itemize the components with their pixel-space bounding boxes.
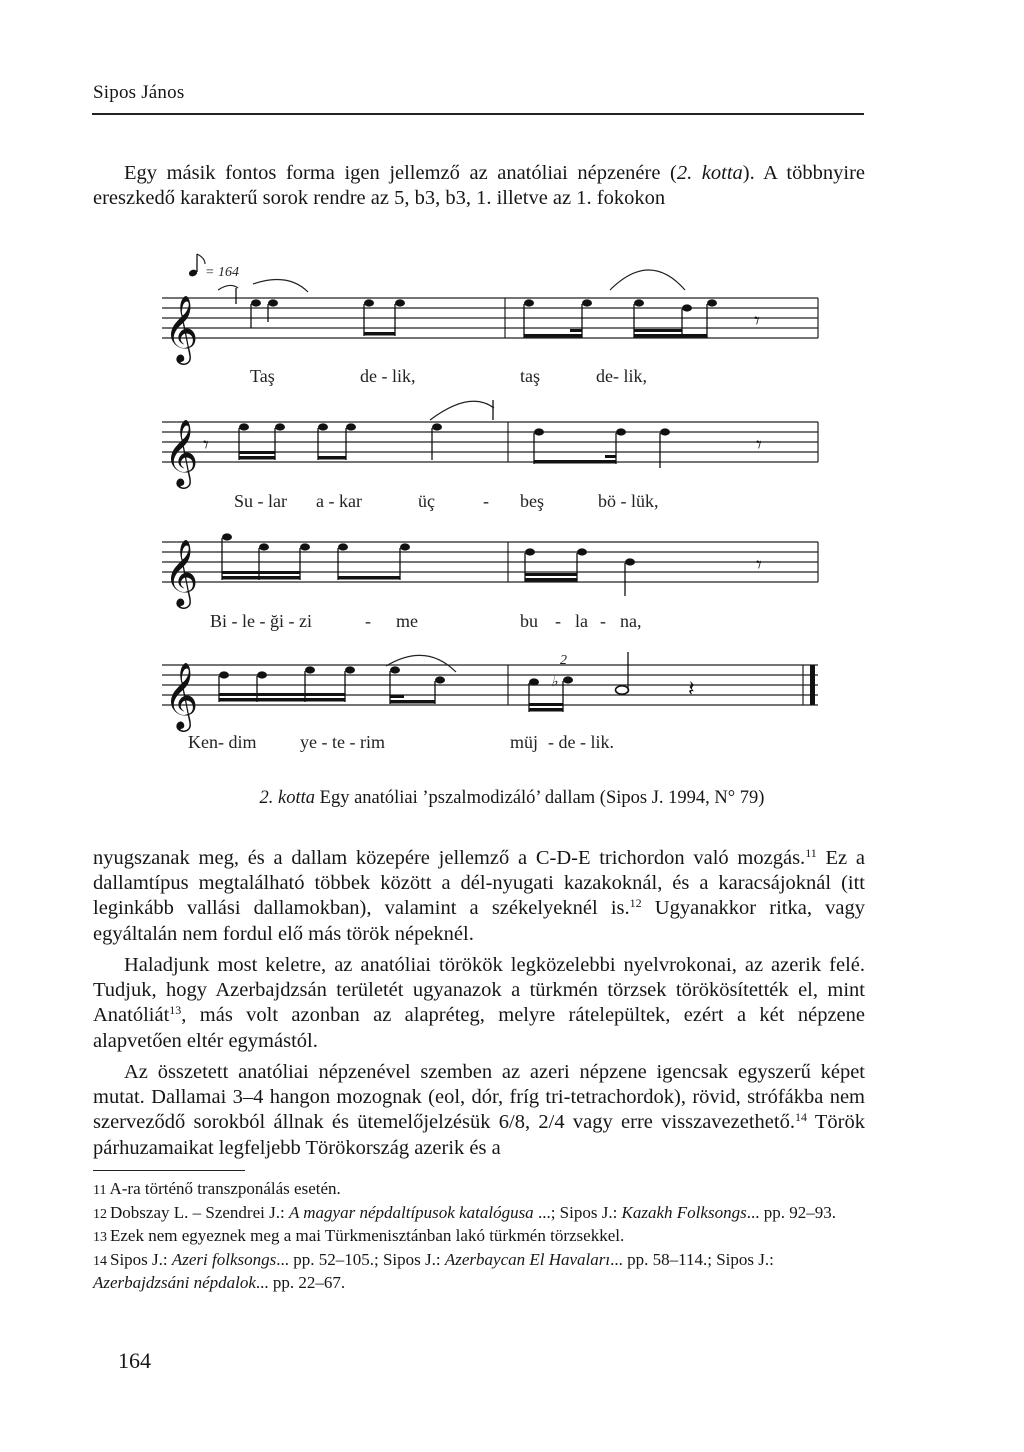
lyric-1-2: de - lik, xyxy=(360,366,416,386)
staff-system-4 xyxy=(162,652,818,752)
paragraph-text: Ez a dallamtípus megtalálható többek között a dél-nyugati kazakoknál, és a karacsájoknál (itt leginkább vallási dallamokban), valamint a székelyeknél is. xyxy=(93,847,865,920)
footnote-title: Kazakh Folksongs xyxy=(621,1202,747,1222)
footnote-13 xyxy=(93,1225,865,1249)
paragraph-text: nyugszanak meg, és a dallam közepére jellemző a C-D-E trichordon való mozgás. xyxy=(93,847,806,869)
intro-text-before: Egy másik fontos forma igen jellemző az anatóliai népzenére ( xyxy=(124,162,677,184)
lyric-2-4: - xyxy=(483,491,489,511)
intro-text-after: ). A többnyire ereszkedő karakterű sorok rendre az 5, b3, b3, 1. illetve az 1. fokokon xyxy=(93,162,865,210)
footnote-text: A-ra történő transzponálás esetén. xyxy=(109,1179,341,1198)
figure-caption xyxy=(0,788,1024,809)
footnotes xyxy=(93,1178,865,1294)
treble-clef-icon: 𝄞 xyxy=(164,418,199,486)
footnote-number: 11 xyxy=(93,1183,107,1198)
footnote-text: ... pp. 22–67. xyxy=(255,1273,346,1292)
lyric-3-8: na, xyxy=(620,611,642,631)
tempo-marking xyxy=(188,254,239,280)
caption-label: 2. kotta xyxy=(259,788,316,808)
tempo-text: = 164 xyxy=(205,265,239,280)
caption-text: Egy anatóliai ’pszalmodizáló’ dallam (Sipos J. 1994, N° 79) xyxy=(315,788,765,808)
footnote-text: ... pp. 52–105.; Sipos J.: xyxy=(276,1249,445,1269)
eighth-rest-icon: 𝄾 xyxy=(756,433,762,458)
paragraph-text: Az összetett anatóliai népzenével szemben az azeri népzene igencsak egyszerű képet mutat. Dallamai 3–4 hangon mozognak (eol, dór, fríg tri-tetrachordok), rövid, strófákba nem szerveződő sorokból állnak és ütemelőjelzésük 6/8, 2/4 vagy erre visszavezethető. xyxy=(93,1061,865,1134)
lyric-1-4: de- lik, xyxy=(596,366,647,386)
lyric-3-5: - xyxy=(555,611,561,631)
lyric-2-1: Su - lar xyxy=(234,491,287,511)
footnote-title: Azeri folksongs xyxy=(171,1249,277,1269)
running-head-author: Sipos János xyxy=(93,82,185,103)
footnote-ref[interactable]: 11 xyxy=(805,846,817,860)
eighth-rest-icon: 𝄾 xyxy=(754,309,760,334)
lyric-3-3: me xyxy=(396,611,418,631)
lyric-3-7: - xyxy=(600,611,606,631)
page-number: 164 xyxy=(118,1348,151,1373)
footnote-title: A magyar népdaltípusok katalógusa xyxy=(288,1202,534,1222)
lyric-2-6: bö - lük, xyxy=(598,491,659,511)
eighth-rest-icon: 𝄾 xyxy=(756,553,762,578)
lyric-4-1: Ken- dim xyxy=(188,732,257,752)
treble-clef-icon: 𝄞 xyxy=(164,661,199,729)
footnote-ref[interactable]: 12 xyxy=(629,896,642,911)
body-paragraph-1 xyxy=(93,846,865,947)
footnote-number: 14 xyxy=(93,1253,107,1269)
lyric-2-5: beş xyxy=(520,491,544,511)
flat-sign: ♭ xyxy=(551,675,558,690)
lyric-3-6: la xyxy=(575,611,588,631)
staff-system-1 xyxy=(162,270,818,386)
paragraph-text: , más volt azonban az alapréteg, melyre rátelepültek, ezért a két népzene alapvetően eltér egymástól. xyxy=(93,1004,865,1052)
lyric-2-3: üç xyxy=(418,491,435,511)
staff-system-2 xyxy=(162,400,818,511)
footnote-title: Azerbaycan El Havaları xyxy=(444,1249,611,1269)
footnote-title: Azerbajdzsáni népdalok xyxy=(93,1273,256,1292)
lyric-4-4: - de - lik. xyxy=(548,732,614,752)
intro-paragraph xyxy=(93,161,865,211)
lyric-3-4: bu xyxy=(520,611,538,631)
intro-score-ref: 2. kotta xyxy=(676,162,743,184)
lyric-3-2: - xyxy=(365,611,371,631)
footnote-number: 13 xyxy=(93,1230,107,1245)
footnote-text: Dobszay L. – Szendrei J.: xyxy=(110,1202,289,1222)
quarter-rest-icon: 𝄽 xyxy=(688,677,695,702)
lyric-3-1: Bi - le - ği - zi xyxy=(210,611,312,631)
footnote-text: ... pp. 58–114.; Sipos J.: xyxy=(610,1249,774,1269)
footnote-text: Ezek nem egyeznek meg a mai Türkmenisztánban lakó türkmén törzsekkel. xyxy=(110,1226,625,1245)
footnote-ref[interactable]: 14 xyxy=(794,1110,807,1125)
footnote-11 xyxy=(93,1178,865,1202)
footnote-rule xyxy=(93,1170,245,1171)
music-score xyxy=(150,250,830,770)
paragraph-text: Ugyanakkor ritka, vagy egyáltalán nem fordul elő más török népeknél. xyxy=(93,897,865,945)
treble-clef-icon: 𝄞 xyxy=(164,294,199,362)
footnote-12 xyxy=(93,1202,865,1226)
footnote-ref[interactable]: 13 xyxy=(169,1003,182,1018)
paragraph-text: Török párhuzamaikat legfeljebb Törökország azerik és a xyxy=(93,1111,865,1159)
lyric-4-3: müj xyxy=(510,732,539,752)
footnote-text: Sipos J.: xyxy=(110,1249,172,1269)
body-paragraph-3 xyxy=(93,1060,865,1161)
lyric-1-1: Taş xyxy=(250,366,275,386)
lyric-1-3: taş xyxy=(520,366,540,386)
lyric-2-2: a - kar xyxy=(316,491,362,511)
footnote-number: 12 xyxy=(93,1206,107,1222)
paragraph-text: Haladjunk most keletre, az anatóliai törökök legközelebbi nyelvrokonai, az azerik felé. Tudjuk, hogy Azerbajdzsán területét ugyanazok a türkmén törzsek törökösítették el, mint Anatóliát xyxy=(93,954,865,1027)
staff-system-3 xyxy=(162,533,818,631)
header-rule xyxy=(92,113,864,115)
lyric-4-2: ye - te - rim xyxy=(300,732,385,752)
footnote-text: ... pp. 92–93. xyxy=(746,1202,836,1222)
treble-clef-icon: 𝄞 xyxy=(164,538,199,606)
footnote-text: ...; Sipos J.: xyxy=(533,1202,622,1222)
eighth-rest-icon: 𝄾 xyxy=(203,433,209,458)
tuplet-number: 2 xyxy=(560,653,567,668)
body-paragraph-2 xyxy=(93,953,865,1054)
footnote-14 xyxy=(93,1249,865,1294)
